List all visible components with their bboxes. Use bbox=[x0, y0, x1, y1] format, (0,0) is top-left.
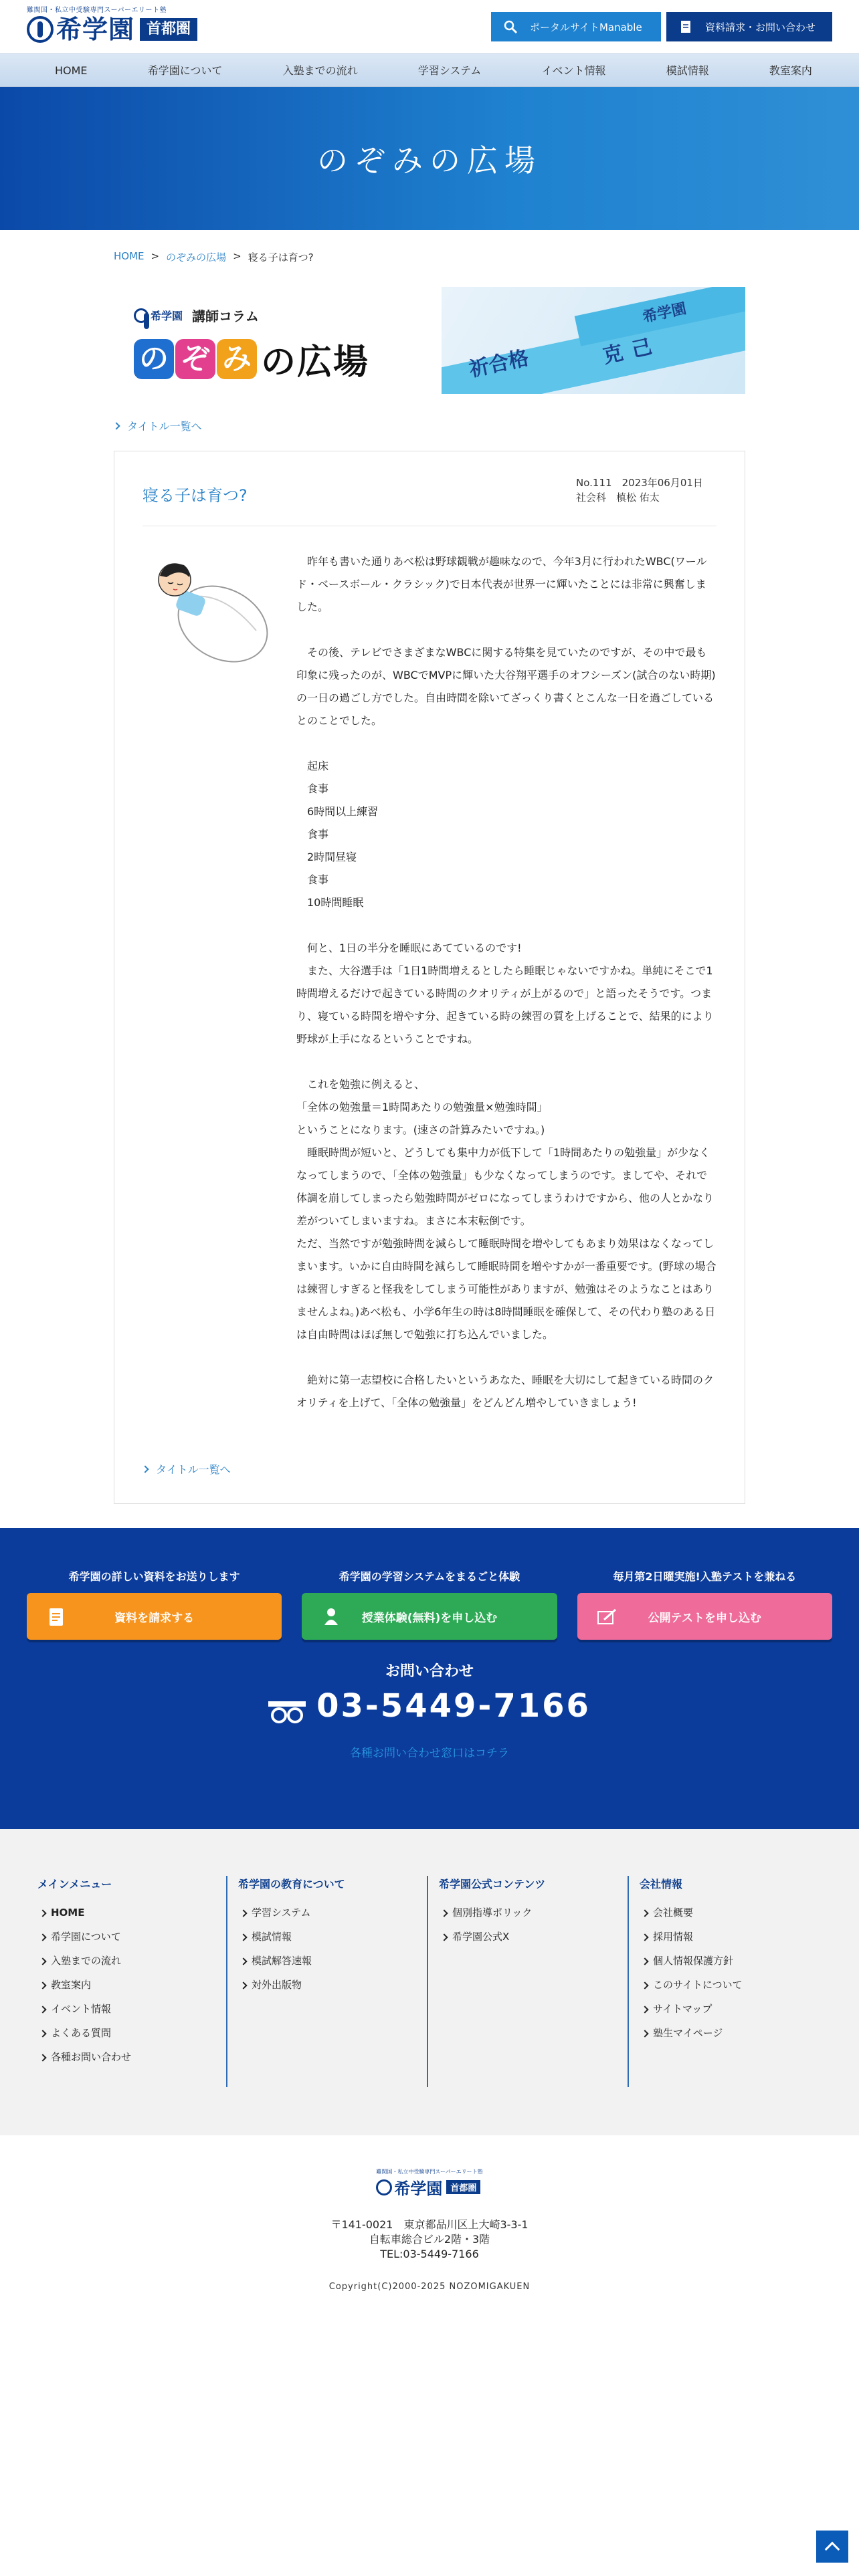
search-icon bbox=[503, 19, 518, 34]
logo-mark-icon bbox=[27, 16, 54, 43]
banner-brand: 希学園 bbox=[151, 310, 183, 322]
trial-class-label: 授業体験(無料)を申し込む bbox=[361, 1611, 498, 1625]
footer-link[interactable]: 学習システム bbox=[238, 1901, 413, 1925]
banner-column-label: 講師コラム bbox=[192, 308, 259, 324]
footer-menu bbox=[0, 1829, 859, 2135]
column-banner bbox=[134, 287, 745, 394]
global-nav bbox=[0, 53, 859, 87]
article-author: 社会科 槙松 佑太 bbox=[576, 492, 660, 504]
chevron-right-icon bbox=[112, 422, 120, 429]
article-date: 2023年06月01日 bbox=[622, 477, 703, 489]
article-meta bbox=[576, 475, 717, 506]
chevron-up-icon bbox=[825, 2542, 840, 2557]
logo-region: 首都圏 bbox=[140, 18, 197, 41]
nav-events[interactable]: イベント情報 bbox=[541, 64, 606, 77]
banner-title-char: の bbox=[134, 339, 174, 379]
logo-name: 希学園 bbox=[56, 15, 135, 44]
schedule-item: 起床 bbox=[307, 760, 329, 772]
page-title: のぞみの広場 bbox=[317, 142, 542, 179]
footer-address bbox=[0, 2218, 859, 2262]
nav-home[interactable]: HOME bbox=[55, 64, 88, 77]
address-line: 〒141-0021 東京都品川区上大崎3-3-1 bbox=[330, 2218, 529, 2231]
document-icon bbox=[45, 1606, 67, 1628]
portal-site-button[interactable] bbox=[491, 12, 661, 41]
footer-link[interactable]: 各種お問い合わせ bbox=[37, 2045, 213, 2069]
title-list-label: タイトル一覧へ bbox=[127, 420, 202, 433]
schedule-item: 2時間昼寝 bbox=[307, 851, 357, 863]
footer-link[interactable]: 塾生マイページ bbox=[640, 2021, 816, 2045]
trial-class-button[interactable] bbox=[302, 1593, 557, 1640]
request-documents-label: 資料を請求する bbox=[114, 1611, 195, 1625]
footer-link[interactable]: 入塾までの流れ bbox=[37, 1949, 213, 1973]
footer-link[interactable]: 対外出版物 bbox=[238, 1973, 413, 1997]
footer-column-title: メインメニュー bbox=[37, 1878, 112, 1891]
banner-title-rest: の広場 bbox=[261, 342, 370, 383]
footer-logo-mark-icon bbox=[376, 2179, 392, 2195]
schedule-item: 食事 bbox=[307, 828, 329, 841]
phone-number[interactable]: 03-5449-7166 bbox=[316, 1687, 591, 1725]
main-content bbox=[114, 230, 745, 1504]
footer-link[interactable]: サイトマップ bbox=[640, 1997, 816, 2021]
schedule-list bbox=[296, 755, 717, 914]
breadcrumb-home[interactable]: HOME bbox=[114, 250, 145, 262]
ribbon-text: 祈合格 bbox=[467, 346, 531, 382]
footer-link[interactable]: よくある質問 bbox=[37, 2021, 213, 2045]
footer-link[interactable]: 模試解答速報 bbox=[238, 1949, 413, 1973]
contact-title: お問い合わせ bbox=[385, 1663, 474, 1680]
request-info-button[interactable] bbox=[666, 12, 832, 41]
footer-link[interactable]: 希学園について bbox=[37, 1925, 213, 1949]
footer-column-title: 会社情報 bbox=[640, 1878, 683, 1891]
schedule-item: 6時間以上練習 bbox=[307, 805, 379, 818]
site-footer bbox=[0, 2135, 859, 2573]
site-header bbox=[0, 0, 859, 53]
footer-column-title: 希学園の教育について bbox=[238, 1878, 345, 1891]
article-paragraph: 何と、1日の半分を睡眠にあてているのです! また、大谷選手は「1日1時間増えるとしたら睡眠じゃないですかね。単純にそこで1時間増えるだけで起きている時間のクオリティが上がるので」と語ったそうです。つまり、寝ている時間を増やす分、起きている時の練習の質を上げることで、結果的により野球が上手になるということですね。 bbox=[296, 942, 714, 1045]
breadcrumb-separator: > bbox=[233, 250, 242, 262]
footer-column-official bbox=[428, 1876, 629, 2087]
article-paragraph: 昨年も書いた通りあべ松は野球観戦が趣味なので、今年3月に行われたWBC(ワールド・ベースボール・クラシック)で日本代表が世界一に輝いたことには非常に興奮しました。 bbox=[296, 555, 707, 613]
address-line: 自転車総合ビル2階・3階 bbox=[369, 2233, 490, 2246]
title-list-label: タイトル一覧へ bbox=[156, 1463, 231, 1476]
article-number: No.111 bbox=[576, 477, 612, 489]
pencil-paper-icon bbox=[596, 1606, 617, 1628]
contact-block bbox=[0, 1660, 859, 1760]
footer-link[interactable]: 教室案内 bbox=[37, 1973, 213, 1997]
footer-column-education bbox=[227, 1876, 428, 2087]
contact-window-link[interactable]: 各種お問い合わせ窓口はコチラ bbox=[350, 1747, 509, 1760]
banner-ribbon-image bbox=[442, 287, 745, 394]
logo-tagline: 難関国・私立中受験専門スーパーエリート塾 bbox=[27, 7, 167, 14]
article-body bbox=[296, 550, 717, 1437]
footer-link[interactable]: HOME bbox=[37, 1901, 213, 1925]
footer-logo[interactable] bbox=[376, 2168, 482, 2199]
copyright: Copyright(C)2000-2025 NOZOMIGAKUEN bbox=[328, 2282, 531, 2292]
nav-mock-exams[interactable]: 模試情報 bbox=[666, 64, 709, 77]
schedule-item: 食事 bbox=[307, 782, 329, 795]
public-test-button[interactable] bbox=[577, 1593, 832, 1640]
footer-logo-tagline: 難関国・私立中受験専門スーパーエリート塾 bbox=[376, 2169, 483, 2175]
title-list-link-bottom[interactable] bbox=[142, 1461, 717, 1477]
schedule-item: 10時間睡眠 bbox=[307, 896, 364, 909]
footer-column-title: 希学園公式コンテンツ bbox=[439, 1878, 546, 1891]
article-title: 寝る子は育つ? bbox=[142, 486, 248, 505]
banner-title-char: み bbox=[217, 339, 257, 379]
footer-column-main bbox=[27, 1876, 227, 2087]
nav-classrooms[interactable]: 教室案内 bbox=[769, 64, 812, 77]
request-info-label: 資料請求・お問い合わせ bbox=[705, 21, 816, 33]
column-article bbox=[114, 451, 745, 1504]
ribbon-text: 克己 bbox=[601, 333, 664, 368]
footer-tel: TEL:03-5449-7166 bbox=[380, 2248, 479, 2260]
cta-caption: 希学園の詳しい資料をお送りします bbox=[68, 1570, 240, 1583]
site-logo[interactable] bbox=[27, 4, 197, 43]
footer-link[interactable]: 会社概要 bbox=[640, 1901, 816, 1925]
sleeping-child-illustration bbox=[142, 550, 276, 671]
back-to-top-button[interactable] bbox=[816, 2531, 848, 2563]
nav-about[interactable]: 希学園について bbox=[147, 64, 223, 77]
cta-section bbox=[0, 1528, 859, 1829]
article-paragraph: これを勉強に例えると、 「全体の勉強量＝1時間あたりの勉強量×勉強時間」 ということになります。(速さの計算みたいですね。) 睡眠時間が短いと、どうしても集中力が低下して「1時間あたりの勉強量」が少なくなってしまうので、「全体の勉強量」も少なくなってしまうのです。ましてや、それで体調を崩してしまったら勉強時間がゼロになってしまうわけですから、他の人とかなり差がついてしまいますね。まさに本末転倒です。 ただ、当然ですが勉強時間を減らして睡眠時間を増やしてもあまり効果はなくなってしまいます。いかに自由時間を減らして睡眠時間を増やすかが一番重要です。(野球の場合は練習しすぎると怪我をしてしまう可能性がありますが、勉強はそのようなことはありませんよね。)あべ松も、小学6年生の時は8時間睡眠を確保して、その代わり塾のある日は自由時間はほぼ無しで勉強に打ち込んでいました。 bbox=[296, 1078, 717, 1341]
footer-link[interactable]: 採用情報 bbox=[640, 1925, 816, 1949]
footer-link[interactable]: 個人情報保護方針 bbox=[640, 1949, 816, 1973]
document-icon bbox=[678, 19, 693, 34]
article-paragraph: 絶対に第一志望校に合格したいというあなた、睡眠を大切にして起きている時間のクオリティを上げて、「全体の勉強量」をどんどん増やしていきましょう! bbox=[296, 1374, 714, 1409]
footer-logo-region: 首都圏 bbox=[446, 2180, 480, 2194]
footer-link[interactable]: 模試情報 bbox=[238, 1925, 413, 1949]
schedule-item: 食事 bbox=[307, 873, 329, 886]
portal-site-label: ポータルサイトManable bbox=[530, 21, 642, 33]
banner-logo-icon bbox=[134, 308, 149, 323]
cta-caption: 毎月第2日曜実施!入塾テストを兼ねる bbox=[613, 1570, 797, 1583]
nav-learning-system[interactable]: 学習システム bbox=[417, 64, 482, 77]
request-documents-button[interactable] bbox=[27, 1593, 282, 1640]
breadcrumb bbox=[114, 250, 745, 264]
banner-title-char: ぞ bbox=[175, 339, 215, 379]
footer-link[interactable]: 希学園公式X bbox=[439, 1925, 614, 1949]
chevron-right-icon bbox=[141, 1465, 149, 1473]
ribbon-text: 希学園 bbox=[641, 300, 688, 326]
page-hero bbox=[0, 87, 859, 230]
cta-caption: 希学園の学習システムをまるごと体験 bbox=[339, 1570, 520, 1583]
breadcrumb-section[interactable]: のぞみの広場 bbox=[166, 251, 227, 263]
footer-link[interactable]: 個別指導ポリック bbox=[439, 1901, 614, 1925]
title-list-link[interactable] bbox=[114, 418, 745, 433]
nav-admission-flow[interactable]: 入塾までの流れ bbox=[282, 64, 358, 77]
free-dial-icon bbox=[268, 1695, 306, 1717]
public-test-label: 公開テストを申し込む bbox=[648, 1611, 761, 1625]
teacher-icon bbox=[320, 1606, 342, 1628]
breadcrumb-current: 寝る子は育つ? bbox=[248, 251, 314, 263]
footer-column-company bbox=[629, 1876, 830, 2087]
breadcrumb-separator: > bbox=[151, 250, 160, 262]
article-paragraph: その後、テレビでさまざまなWBCに関する特集を見ていたのですが、その中で最も印象に残ったのが、WBCでMVPに輝いた大谷翔平選手のオフシーズン(試合のない時期)の一日の過ごし方でした。自由時間を除いてざっくり書くとこんな一日を過ごしているとのことでした。 bbox=[296, 646, 716, 727]
footer-link[interactable]: このサイトについて bbox=[640, 1973, 816, 1997]
footer-logo-name: 希学園 bbox=[394, 2179, 443, 2198]
footer-link[interactable]: イベント情報 bbox=[37, 1997, 213, 2021]
